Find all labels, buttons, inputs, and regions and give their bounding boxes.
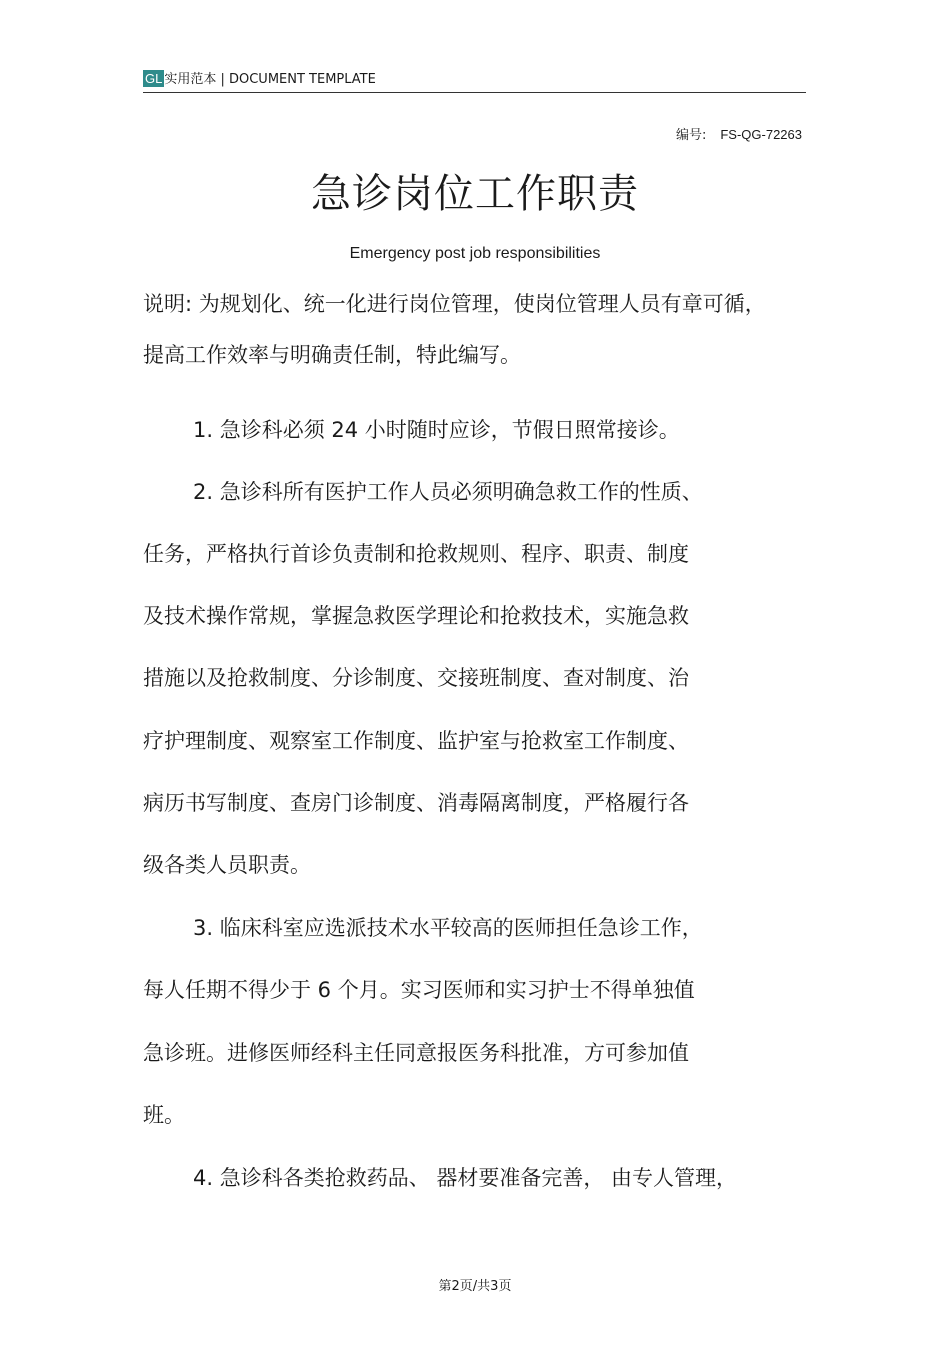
- intro-line-1: 说明: 为规划化、统一化进行岗位管理，使岗位管理人员有章可循，: [143, 292, 766, 316]
- item-3-line-2: 每人任期不得少于 6 个月。实习医师和实习护士不得单独值: [143, 978, 695, 1002]
- item-2-line-3: 及技术操作常规，掌握急救医学理论和抢救技术，实施急救: [143, 604, 689, 628]
- item-3-line-4: 班。: [143, 1103, 185, 1127]
- item-2-line-4: 措施以及抢救制度、分诊制度、交接班制度、查对制度、治: [143, 666, 689, 690]
- item-2-line-5: 疗护理制度、观察室工作制度、监护室与抢救室工作制度、: [143, 729, 689, 753]
- document-subtitle: Emergency post job responsibilities: [349, 245, 601, 262]
- document-number-value: FS-QG-72263: [720, 127, 802, 142]
- item-3-line-3: 急诊班。进修医师经科主任同意报医务科批准，方可参加值: [143, 1041, 689, 1065]
- document-title: 急诊岗位工作职责: [311, 171, 639, 217]
- item-2-line-6: 病历书写制度、查房门诊制度、消毒隔离制度，严格履行各: [143, 791, 689, 815]
- item-4-line-1: 4. 急诊科各类抢救药品、 器材要准备完善， 由专人管理，: [193, 1166, 738, 1190]
- document-number: [676, 126, 802, 145]
- gl-logo-badge: GL: [145, 71, 163, 86]
- item-2-line-1: 2. 急诊科所有医护工作人员必须明确急救工作的性质、: [193, 480, 703, 504]
- item-2-line-7: 级各类人员职责。: [143, 853, 311, 877]
- item-1-line-1: 1. 急诊科必须 24 小时随时应诊，节假日照常接诊。: [193, 418, 680, 442]
- document-number-label: 编号:: [675, 128, 707, 143]
- item-3-line-1: 3. 临床科室应选派技术水平较高的医师担任急诊工作，: [193, 916, 703, 940]
- intro-line-2: 提高工作效率与明确责任制，特此编写。: [143, 343, 521, 367]
- page-footer: 第2页/共3页: [438, 1279, 512, 1294]
- item-2-line-2: 任务，严格执行首诊负责制和抢救规则、程序、职责、制度: [143, 542, 689, 566]
- page-header: [143, 70, 806, 93]
- header-text: 实用范本 | DOCUMENT TEMPLATE: [164, 72, 376, 87]
